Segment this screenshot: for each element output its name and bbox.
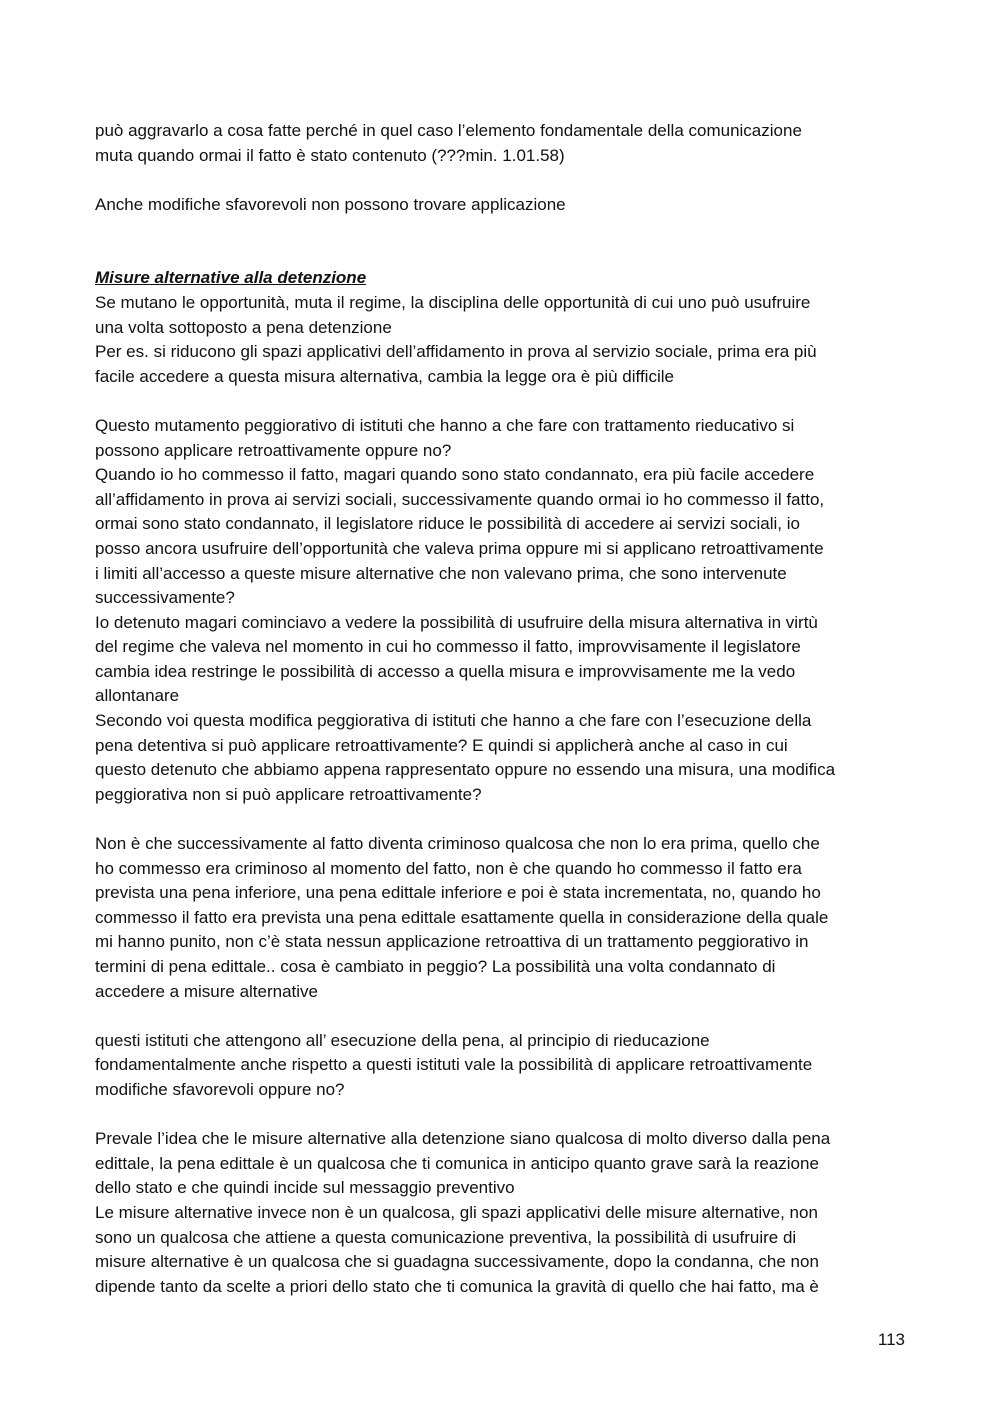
page-number: 113 xyxy=(877,1330,905,1349)
paragraph-12: Le misure alternative invece non è un qualcosa, gli spazi applicativi delle misure alternative, non sono un qualcosa che attiene a questa comunicazione preventiva, la possibilità di usufruire di misure alternative è un qualcosa che si guadagna successivamente, dopo la condanna, che non dipende tanto da scelte a priori dello stato che ti comunica la gravità di quello che hai fatto, ma è xyxy=(95,1202,819,1296)
paragraph-9: Non è che successivamente al fatto diventa criminoso qualcosa che non lo era prima, quello che ho commesso era criminoso al momento del fatto, non è che quando ho commesso il fatto era prevista una pena inferiore, una pena edittale inferiore e poi è stata incrementata, no, quando ho commesso il fatto era prevista una pena edittale esattamente quella in considerazione della quale mi hanno punito, non c’è stata nessun applicazione retroattiva di un trattamento peggiorativo in termini di pena edittale.. cosa è cambiato in peggio? La possibilità una volta condannato di accedere a misure alternative xyxy=(95,834,829,1001)
paragraph-2: Anche modifiche sfavorevoli non possono trovare applicazione xyxy=(95,194,566,214)
paragraph-1: può aggravarlo a cosa fatte perché in quel caso l’elemento fondamentale della comunicazione muta quando ormai il fatto è stato contenuto (???min. 1.01.58) xyxy=(95,121,802,165)
paragraph-5: Questo mutamento peggiorativo di istituti che hanno a che fare con trattamento rieducativo si possono applicare retroattivamente oppure no? xyxy=(95,415,795,460)
section-heading: Misure alternative alla detenzione xyxy=(95,268,367,288)
paragraph-4: Per es. si riducono gli spazi applicativi dell’affidamento in prova al servizio sociale, prima era più facile accedere a questa misura alternativa, cambia la legge ora è più difficile xyxy=(95,342,817,386)
paragraph-3: Se mutano le opportunità, muta il regime, la disciplina delle opportunità di cui uno può usufruire una volta sottoposto a pena detenzione xyxy=(95,292,811,337)
paragraph-7: Io detenuto magari cominciavo a vedere la possibilità di usufruire della misura alternativa in virtù del regime che valeva nel momento in cui ho commesso il fatto, improvvisamente il legislatore cambia idea restringe le possibilità di accesso a quella misura e improvvisamente me la vedo allontanare xyxy=(95,612,818,706)
paragraph-11: Prevale l’idea che le misure alternative alla detenzione siano qualcosa di molto diverso dalla pena edittale, la pena edittale è un qualcosa che ti comunica in anticipo quanto grave sarà la reazione dello stato e che quindi incide sul messaggio preventivo xyxy=(95,1129,831,1198)
document-body xyxy=(95,119,910,1299)
paragraph-6: Quando io ho commesso il fatto, magari quando sono stato condannato, era più facile accedere all’affidamento in prova ai servizi sociali, successivamente quando ormai io ho commesso il fatto, ormai sono stato condannato, il legislatore riduce le possibilità di accedere ai servizi sociali, io posso ancora usufruire dell’opportunità che valeva prima oppure mi si applicano retroattivamente i limiti all’accesso a queste misure alternative che non valevano prima, che sono intervenute successivamente? xyxy=(95,465,825,608)
paragraph-8: Secondo voi questa modifica peggiorativa di istituti che hanno a che fare con l’esecuzione della pena detentiva si può applicare retroattivamente? E quindi si applicherà anche al caso in cui questo detenuto che abbiamo appena rappresentato oppure no essendo una misura, una modifica peggiorativa non si può applicare retroattivamente? xyxy=(95,711,836,804)
paragraph-10: questi istituti che attengono all’ esecuzione della pena, al principio di rieducazione fondamentalmente anche rispetto a questi istituti vale la possibilità di applicare retroattivamente modifiche sfavorevoli oppure no? xyxy=(95,1030,813,1099)
